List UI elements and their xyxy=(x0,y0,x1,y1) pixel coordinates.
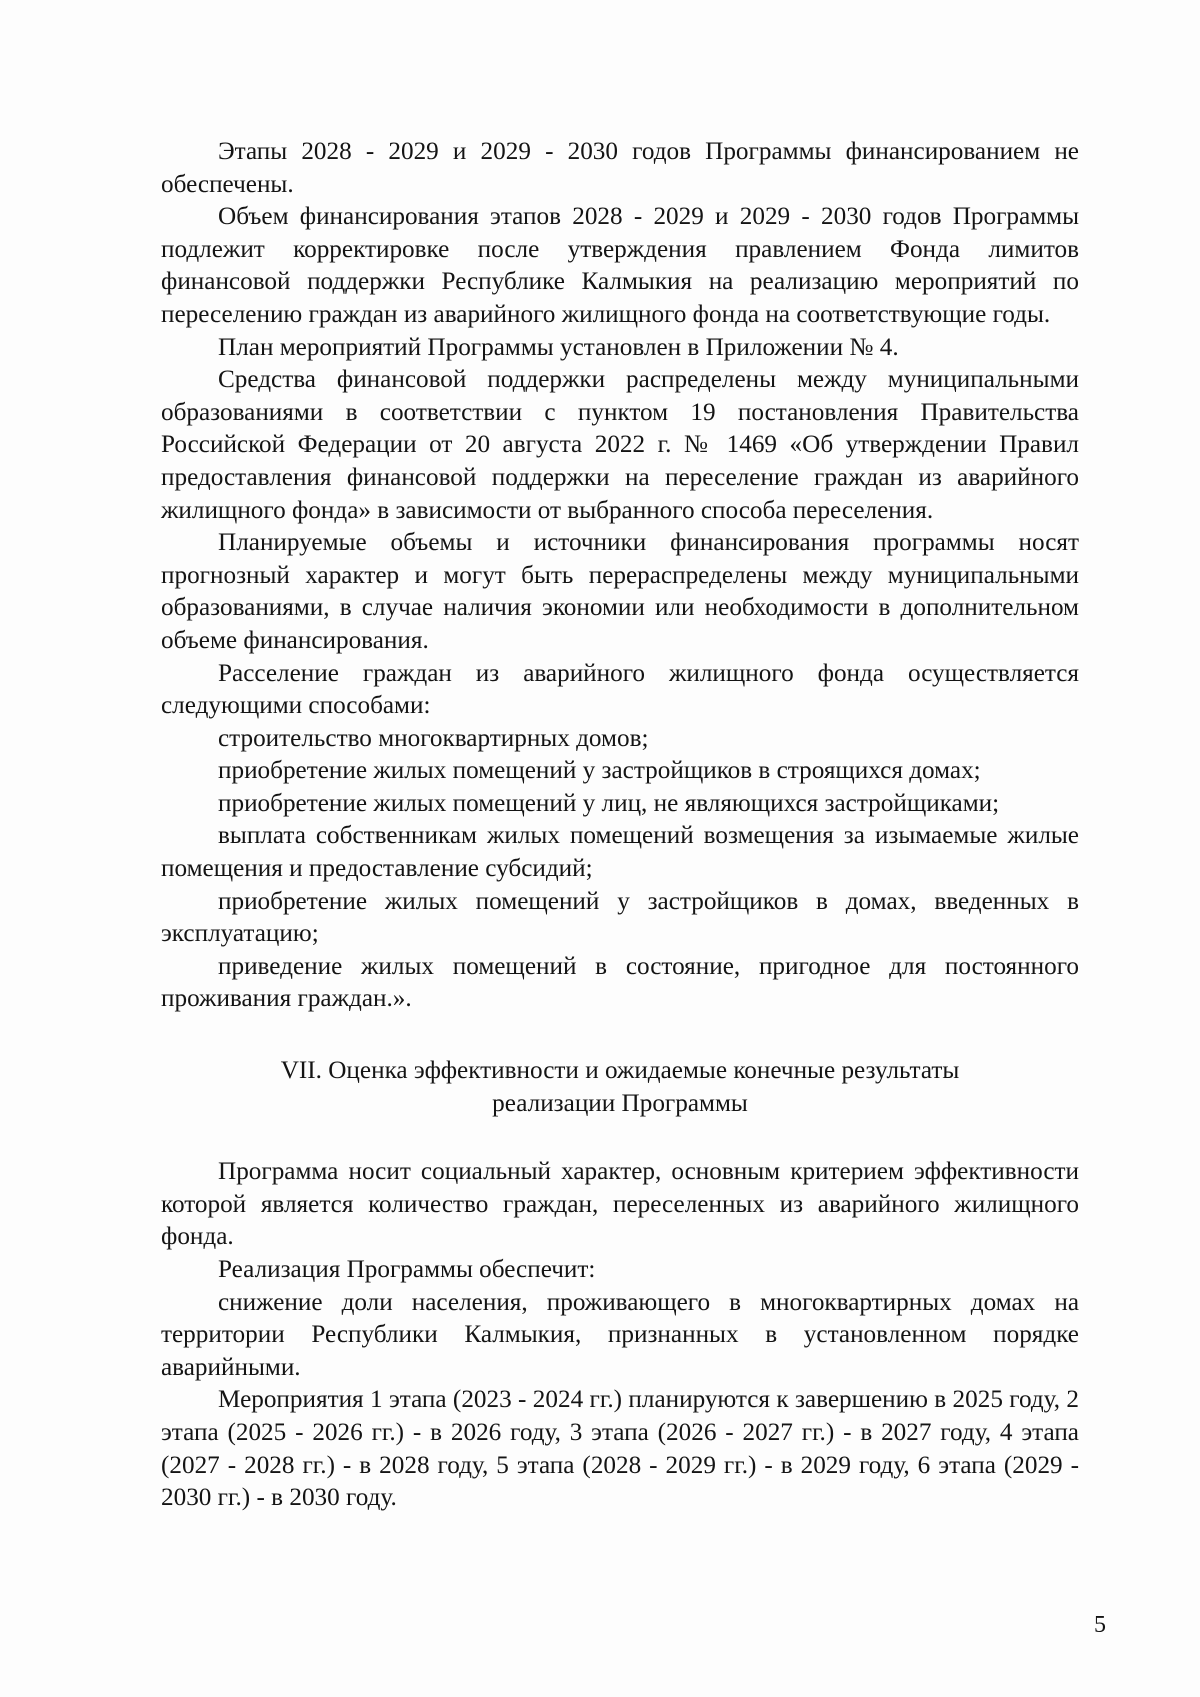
paragraph: снижение доли населения, проживающего в многоквартирных домах на территории Республики Калмыкия, признанных в установленном порядке аварийными. xyxy=(161,1288,1079,1381)
paragraph: Программа носит социальный характер, основным критерием эффективности которой является количество граждан, переселенных из аварийного жилищного фонда. xyxy=(161,1158,1079,1251)
list-item: приобретение жилых помещений у лиц, не являющихся застройщиками; xyxy=(218,789,1000,817)
paragraph: Средства финансовой поддержки распределены между муниципальными образованиями в соответствии с пунктом 19 постановления Правительства Российской Федерации от 20 августа 2022 г. № 1469 «Об утверждении Правил предоставления финансовой поддержки на переселение граждан из аварийного жилищного фонда» в зависимости от выбранного способа переселения. xyxy=(161,366,1079,524)
list-item: приобретение жилых помещений у застройщиков в домах, введенных в эксплуатацию; xyxy=(161,887,1079,948)
list-item: приведение жилых помещений в состояние, пригодное для постоянного проживания граждан.». xyxy=(161,952,1079,1013)
section-heading-line: реализации Программы xyxy=(492,1089,748,1117)
section-heading xyxy=(161,1055,1079,1120)
paragraph: Объем финансирования этапов 2028 - 2029 и 2029 - 2030 годов Программы подлежит корректировке после утверждения правлением Фонда лимитов финансовой поддержки Республике Калмыкия на реализацию мероприятий по переселению граждан из аварийного жилищного фонда на соответствующие годы. xyxy=(161,203,1079,328)
page-number: 5 xyxy=(1094,1612,1106,1638)
document-body xyxy=(161,136,1079,1515)
paragraph: Расселение граждан из аварийного жилищного фонда осуществляется следующими способами: xyxy=(161,659,1079,720)
paragraph: План мероприятий Программы установлен в Приложении № 4. xyxy=(218,333,899,361)
section-heading-line: VII. Оценка эффективности и ожидаемые конечные результаты xyxy=(280,1057,960,1085)
paragraph: Реализация Программы обеспечит: xyxy=(218,1256,596,1283)
list-item: выплата собственникам жилых помещений возмещения за изымаемые жилые помещения и предоставление субсидий; xyxy=(161,822,1079,883)
paragraph: Этапы 2028 - 2029 и 2029 - 2030 годов Программы финансированием не обеспечены. xyxy=(161,138,1079,198)
paragraph: Планируемые объемы и источники финансирования программы носят прогнозный характер и могут быть перераспределены между муниципальными образованиями, в случае наличия экономии или необходимости в дополнительном объеме финансирования. xyxy=(161,529,1079,654)
list-item: приобретение жилых помещений у застройщиков в строящихся домах; xyxy=(218,757,981,785)
list-item: строительство многоквартирных домов; xyxy=(218,724,649,752)
paragraph: Мероприятия 1 этапа (2023 - 2024 гг.) планируются к завершению в 2025 году, 2 этапа (2025 - 2026 гг.) - в 2026 году, 3 этапа (2026 - 2027 гг.) - в 2027 году, 4 этапа (2027 - 2028 гг.) - в 2028 году, 5 этапа (2028 - 2029 гг.) - в 2029 году, 6 этапа (2029 - 2030 гг.) - в 2030 году. xyxy=(161,1386,1079,1512)
